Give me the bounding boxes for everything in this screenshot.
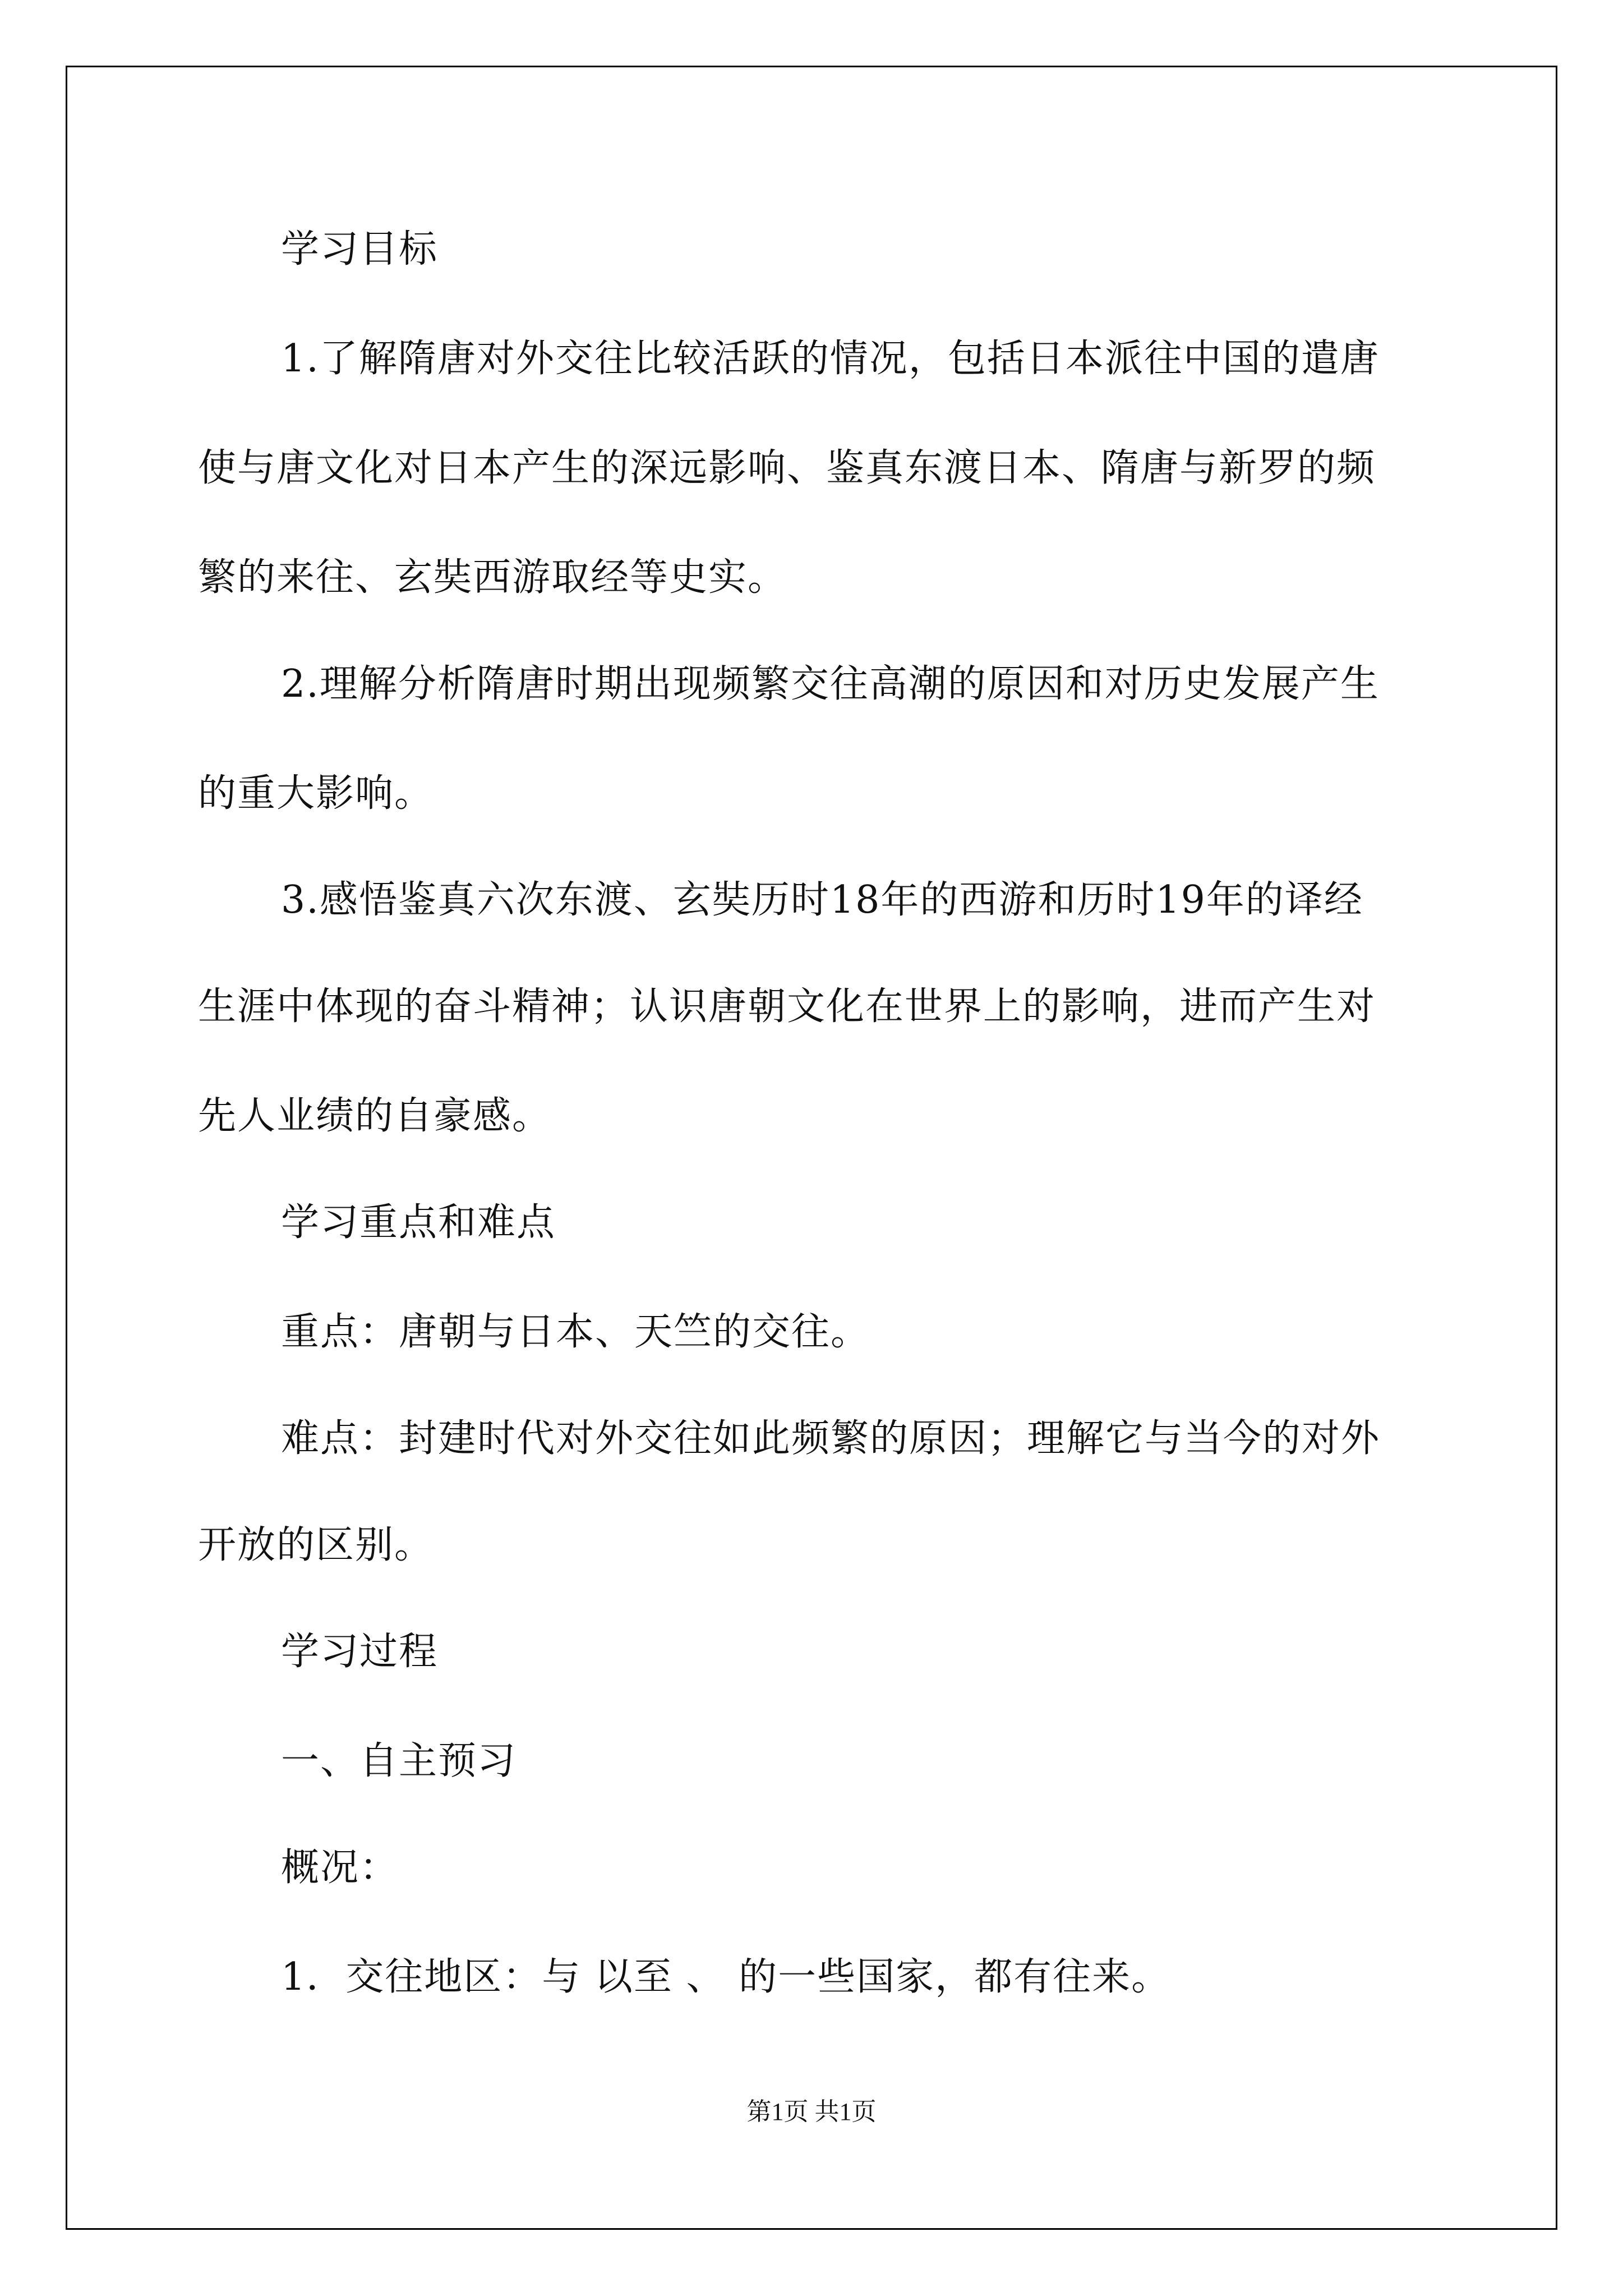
paragraph-line: 概况： bbox=[281, 1846, 399, 1890]
paragraph-line: 1.了解隋唐对外交往比较活跃的情况，包括日本派往中国的遣唐 bbox=[281, 337, 1380, 381]
paragraph-line: 生涯中体现的奋斗精神；认识唐朝文化在世界上的影响，进而产生对 bbox=[198, 984, 1376, 1029]
paragraph-line: 的重大影响。 bbox=[198, 771, 434, 816]
paragraph-line: 使与唐文化对日本产生的深远影响、鉴真东渡日本、隋唐与新罗的频 bbox=[198, 446, 1376, 490]
paragraph-line: 先人业绩的自豪感。 bbox=[198, 1094, 552, 1138]
section-heading: 一、自主预习 bbox=[281, 1739, 517, 1783]
paragraph-line: 开放的区别。 bbox=[198, 1523, 434, 1567]
paragraph-line: 难点：封建时代对外交往如此频繁的原因；理解它与当今的对外 bbox=[281, 1416, 1381, 1461]
paragraph-line: 1．交往地区：与 以至 、 的一些国家，都有往来。 bbox=[281, 1955, 1171, 1999]
heading-learning-goals: 学习目标 bbox=[281, 227, 439, 272]
paragraph-line: 繁的来往、玄奘西游取经等史实。 bbox=[198, 555, 787, 600]
paragraph-line: 2.理解分析隋唐时期出现频繁交往高潮的原因和对历史发展产生 bbox=[281, 662, 1380, 706]
page-border bbox=[66, 66, 1557, 2230]
paragraph-line: 重点：唐朝与日本、天竺的交往。 bbox=[281, 1310, 870, 1354]
page-number-footer: 第1页 共1页 bbox=[746, 2098, 877, 2125]
heading-learning-process: 学习过程 bbox=[281, 1630, 439, 1674]
heading-key-points: 学习重点和难点 bbox=[281, 1200, 556, 1245]
paragraph-line: 3.感悟鉴真六次东渡、玄奘历时18年的西游和历时19年的译经 bbox=[281, 878, 1363, 922]
